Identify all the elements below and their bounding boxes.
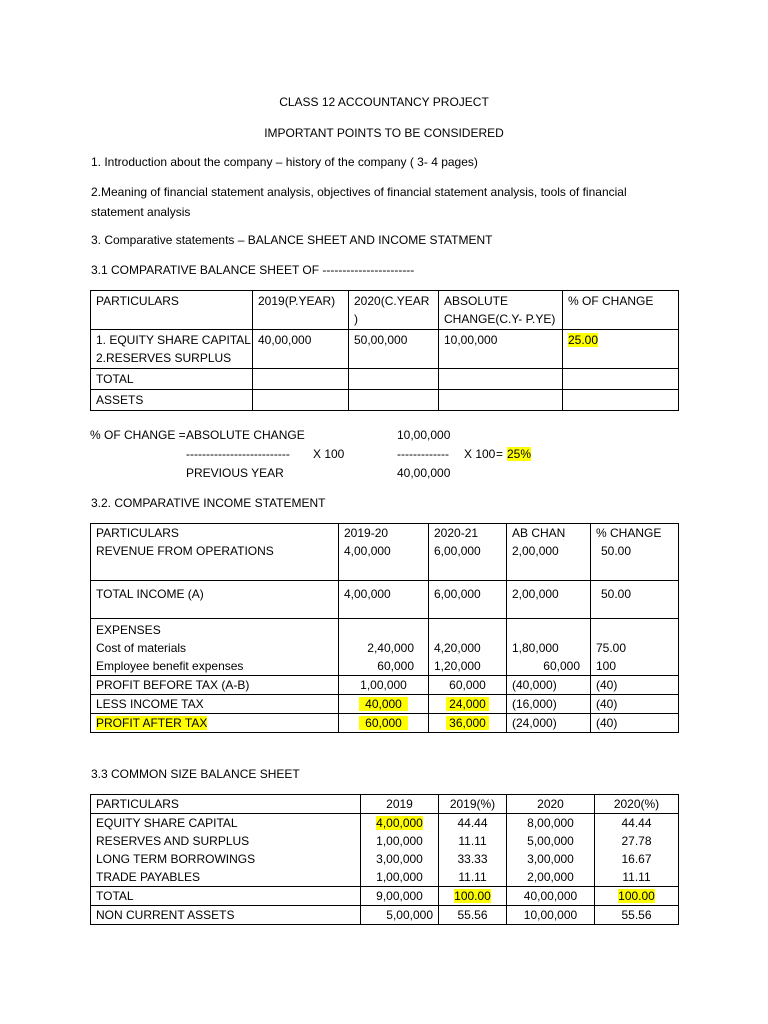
header-2020-percent: 2020(%) (595, 795, 679, 814)
equity-2020-percent: 44.44 (595, 814, 679, 833)
table-row (91, 542, 679, 580)
highlighted-percent: 25.00 (568, 333, 599, 347)
pbt-2020-21: 60,000 (429, 675, 507, 694)
cell-percent-change (563, 330, 679, 369)
tax-percent: (40) (591, 694, 679, 713)
formula-numerator-value: 10,00,000 (397, 428, 451, 442)
total-2019: 9,00,000 (361, 887, 439, 906)
revenue-ab-chan: 2,00,000 (507, 542, 591, 580)
reserves-2019-percent: 11.11 (439, 832, 507, 850)
table-row (91, 713, 679, 732)
revenue-label: REVENUE FROM OPERATIONS (91, 542, 339, 580)
materials-label: Cost of materials (91, 639, 339, 657)
point-3: 3. Comparative statements – BALANCE SHEET AND INCOME STATMENT (91, 233, 493, 247)
table-row (91, 657, 679, 676)
payables-2020-percent: 11.11 (595, 868, 679, 887)
table-row (91, 675, 679, 694)
pat-2019-20: 60,000 (359, 716, 408, 730)
point-2-line-2: statement analysis (91, 205, 191, 219)
header-2020-21: 2020-21 (429, 524, 507, 543)
borrowings-label: LONG TERM BORROWINGS (91, 850, 361, 868)
table-header-row (91, 524, 679, 543)
payables-2019: 1,00,000 (361, 868, 439, 887)
tax-ab-chan: (16,000) (507, 694, 591, 713)
header-2019-percent: 2019(%) (439, 795, 507, 814)
header-2019: 2019 (361, 795, 439, 814)
header-2019: 2019(P.YEAR) (253, 291, 349, 330)
employee-2020-21: 1,20,000 (429, 657, 507, 676)
non-current-assets-2020-percent: 55.56 (595, 906, 679, 925)
total-2020-percent-cell (595, 887, 679, 906)
formula-result: 25% (507, 447, 532, 461)
reserves-2020-percent: 27.78 (595, 832, 679, 850)
non-current-assets-2020: 10,00,000 (507, 906, 595, 925)
non-current-assets-2019: 5,00,000 (361, 906, 439, 925)
point-1: 1. Introduction about the company – history of the company ( 3- 4 pages) (91, 155, 478, 169)
table-row (91, 868, 679, 887)
tax-2019-20: 40,000 (359, 697, 408, 711)
formula-denominator: PREVIOUS YEAR (186, 466, 284, 480)
cell-2020: 50,00,000 (349, 330, 439, 369)
employee-ab-chan: 60,000 (507, 657, 591, 676)
table-row (91, 850, 679, 868)
non-current-assets-2019-percent: 55.56 (439, 906, 507, 925)
table-row (91, 887, 679, 906)
tax-2020-21: 24,000 (446, 697, 489, 711)
non-current-assets-label: NON CURRENT ASSETS (91, 906, 361, 925)
employee-label: Employee benefit expenses (91, 657, 339, 676)
pbt-label: PROFIT BEFORE TAX (A-B) (91, 675, 339, 694)
total-2020-percent: 100.00 (618, 889, 655, 903)
expenses-label: EXPENSES (91, 618, 339, 639)
total-income-percent: 50.00 (591, 580, 679, 618)
table-header-row (91, 795, 679, 814)
borrowings-2019: 3,00,000 (361, 850, 439, 868)
header-particulars: PARTICULARS (91, 524, 339, 543)
borrowings-2020: 3,00,000 (507, 850, 595, 868)
total-income-2019-20: 4,00,000 (339, 580, 429, 618)
formula-numerator: ABSOLUTE CHANGE (186, 428, 305, 442)
comparative-income-statement-table (90, 523, 679, 733)
pat-ab-chan: (24,000) (507, 713, 591, 732)
table-row (91, 639, 679, 657)
header-percent-change: % OF CHANGE (563, 291, 679, 330)
total-2019-percent: 100.00 (454, 889, 491, 903)
total-income-label: TOTAL INCOME (A) (91, 580, 339, 618)
borrowings-2019-percent: 33.33 (439, 850, 507, 868)
table-row (91, 369, 679, 390)
materials-ab-chan: 1,80,000 (507, 639, 591, 657)
header-percent-change: % CHANGE (591, 524, 679, 543)
equity-share-capital-label: 1. EQUITY SHARE CAPITAL (96, 333, 251, 347)
formula-denominator-value: 40,00,000 (397, 466, 451, 480)
equity-2019-cell (361, 814, 439, 833)
formula-equals: = (496, 447, 504, 461)
materials-2020-21: 4,20,000 (429, 639, 507, 657)
equity-2019: 4,00,000 (376, 816, 423, 830)
formula-x100-left: X 100 (313, 447, 345, 461)
table-row (91, 694, 679, 713)
pat-label: PROFIT AFTER TAX (96, 715, 208, 730)
formula-dashes-left: -------------------------- (186, 447, 290, 461)
cell-2019: 40,00,000 (253, 330, 349, 369)
pbt-percent: (40) (591, 675, 679, 694)
section-3-1-heading: 3.1 COMPARATIVE BALANCE SHEET OF ----------------------- (91, 263, 415, 277)
materials-2019-20: 2,40,000 (339, 639, 429, 657)
payables-2019-percent: 11.11 (439, 868, 507, 887)
row-particulars (91, 330, 253, 369)
equity-label: EQUITY SHARE CAPITAL (91, 814, 361, 833)
header-2020: 2020(C.YEAR ) (349, 291, 439, 330)
pbt-2019-20: 1,00,000 (339, 675, 429, 694)
cell-absolute-change: 10,00,000 (439, 330, 563, 369)
header-particulars: PARTICULARS (91, 795, 361, 814)
pat-2020-21: 36,000 (446, 716, 489, 730)
pat-2020-21-cell (429, 713, 507, 732)
assets-label: ASSETS (91, 390, 253, 411)
header-particulars: PARTICULARS (91, 291, 253, 330)
point-2-line-1: 2.Meaning of financial statement analysis, objectives of financial statement analysis, tools of financial (91, 185, 627, 199)
total-2020: 40,00,000 (507, 887, 595, 906)
total-label: TOTAL (91, 887, 361, 906)
page-subtitle: IMPORTANT POINTS TO BE CONSIDERED (264, 126, 504, 140)
formula-x100-right: X 100 (464, 447, 496, 461)
borrowings-2020-percent: 16.67 (595, 850, 679, 868)
tax-label: LESS INCOME TAX (91, 694, 339, 713)
total-label: TOTAL (91, 369, 253, 390)
total-income-2020-21: 6,00,000 (429, 580, 507, 618)
formula-dashes-right: ------------- (397, 447, 449, 461)
reserves-label: RESERVES AND SURPLUS (91, 832, 361, 850)
table-row (91, 390, 679, 411)
equity-2019-percent: 44.44 (439, 814, 507, 833)
payables-2020: 2,00,000 (507, 868, 595, 887)
table-header-row (91, 291, 679, 330)
tax-2020-21-cell (429, 694, 507, 713)
materials-percent: 75.00 (591, 639, 679, 657)
table-row (91, 832, 679, 850)
comparative-balance-sheet-table (90, 290, 679, 411)
reserves-2019: 1,00,000 (361, 832, 439, 850)
pbt-ab-chan: (40,000) (507, 675, 591, 694)
total-2019-percent-cell (439, 887, 507, 906)
table-row (91, 618, 679, 639)
revenue-2020-21: 6,00,000 (429, 542, 507, 580)
formula-label: % OF CHANGE = (90, 428, 186, 442)
employee-percent: 100 (591, 657, 679, 676)
employee-2019-20: 60,000 (339, 657, 429, 676)
tax-2019-20-cell (339, 694, 429, 713)
header-2019-20: 2019-20 (339, 524, 429, 543)
section-3-2-heading: 3.2. COMPARATIVE INCOME STATEMENT (91, 496, 326, 510)
header-ab-chan: AB CHAN (507, 524, 591, 543)
header-2020: 2020 (507, 795, 595, 814)
header-absolute-change: ABSOLUTE CHANGE(C.Y- P.YE) (439, 291, 563, 330)
common-size-balance-sheet-table (90, 794, 679, 925)
revenue-2019-20: 4,00,000 (339, 542, 429, 580)
reserves-2020: 5,00,000 (507, 832, 595, 850)
section-3-3-heading: 3.3 COMMON SIZE BALANCE SHEET (91, 767, 300, 781)
total-income-ab-chan: 2,00,000 (507, 580, 591, 618)
table-row (91, 330, 679, 369)
pat-2019-20-cell (339, 713, 429, 732)
table-row (91, 814, 679, 833)
pat-percent: (40) (591, 713, 679, 732)
table-row (91, 580, 679, 618)
pat-label-cell (91, 713, 339, 732)
payables-label: TRADE PAYABLES (91, 868, 361, 887)
revenue-percent: 50.00 (591, 542, 679, 580)
page-title: CLASS 12 ACCOUNTANCY PROJECT (279, 95, 489, 109)
table-row (91, 906, 679, 925)
reserves-surplus-label: 2.RESERVES SURPLUS (96, 351, 232, 365)
equity-2020: 8,00,000 (507, 814, 595, 833)
